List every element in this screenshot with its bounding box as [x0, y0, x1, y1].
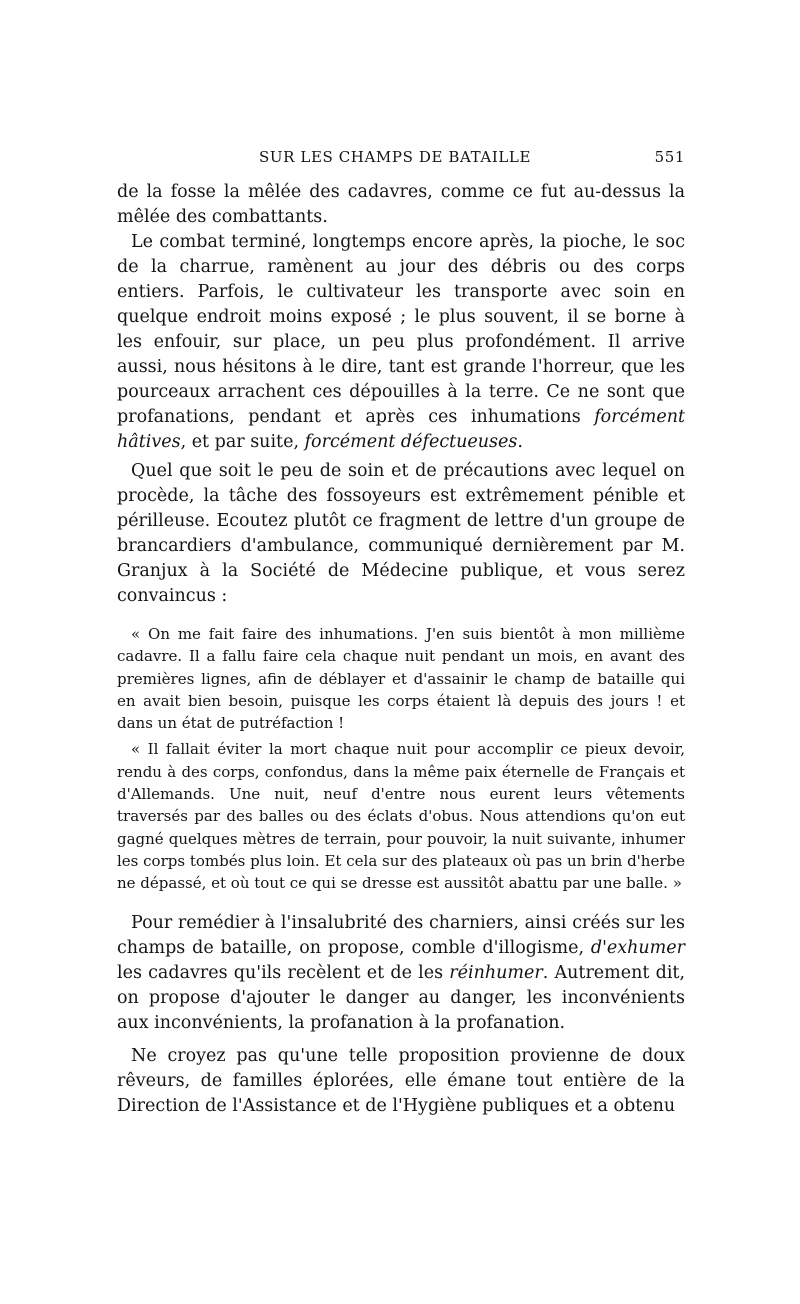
- paragraph-combat-end: .: [517, 432, 523, 452]
- paragraph-combat-mid: , et par suite,: [180, 432, 305, 452]
- paragraph-insalubrite-start: Pour remédier à l'insalubrité des charniers, ainsi créés sur les champs de bataille, on propose, comble d'illogisme,: [117, 912, 685, 958]
- letter-quotation: [117, 623, 685, 895]
- emphasis-defectueuses: forcément défectueuses: [304, 432, 518, 452]
- quotation-paragraph-1: « On me fait faire des inhumations. J'en suis bientôt à mon millième cadavre. Il a fallu faire cela chaque nuit pendant un mois, en avant des premières lignes, afin de déblayer et d'assainir le champ de bataille qui en avait bien besoin, puisque les corps étaient là depuis des jours ! et dans un état de putréfaction !: [117, 625, 685, 733]
- paragraph-insalubrite: [117, 911, 685, 1036]
- paragraph-fossoyeurs: Quel que soit le peu de soin et de précautions avec lequel on procède, la tâche des fossoyeurs est extrêmement pénible et périlleuse. Ecoutez plutôt ce fragment de lettre d'un groupe de brancardiers d'ambulance, communiqué dernièrement par M. Granjux à la Société de Médecine publique, et vous serez convaincus :: [117, 461, 685, 606]
- paragraph-insalubrite-mid: les cadavres qu'ils recèlent et de les: [117, 962, 450, 983]
- paragraph-combat: [117, 230, 685, 455]
- running-header: [117, 148, 685, 172]
- paragraph-combat-text: Le combat terminé, longtemps encore après, la pioche, le soc de la charrue, ramènent au jour des débris ou des corps entiers. Parfois, le cultivateur les transporte avec soin en quelque endroit moins exposé ; le plus souvent, il se borne à les enfouir, sur place, un peu plus profondément. Il arrive aussi, nous hésitons à le dire, tant est grande l'horreur, que les pourceaux arrachent ces dépouilles à la terre. Ce ne sont que profanations, pendant et après ces inhumations: [117, 232, 685, 427]
- emphasis-reinhumer: réinhumer: [449, 962, 543, 983]
- running-title: SUR LES CHAMPS DE BATAILLE: [259, 148, 532, 166]
- paragraph-insalubrite-end: . Autrement dit, on propose d'ajouter le danger au danger, les inconvénients aux inconvénients, la profanation à la profanation.: [117, 962, 686, 1033]
- emphasis-exhumer: d'exhumer: [590, 937, 685, 958]
- page-number: 551: [654, 148, 685, 166]
- book-page: [117, 148, 685, 1119]
- emphasis-hatives: forcément hâtives: [117, 407, 685, 452]
- quotation-paragraph-2: « Il fallait éviter la mort chaque nuit pour accomplir ce pieux devoir, rendu à des corps, confondus, dans la même paix éternelle de Français et d'Allemands. Une nuit, neuf d'entre nous eurent leurs vêtements traversés par des balles ou des éclats d'obus. Nous attendions qu'on eut gagné quelques mètres de terrain, pour pouvoir, la nuit suivante, inhumer les corps tombés plus loin. Et cela sur des plateaux où pas un brin d'herbe ne dépassé, et où tout ce qui se dresse est aussitôt abattu par une balle. »: [117, 740, 685, 893]
- paragraph-proposition: Ne croyez pas qu'une telle proposition provienne de doux rêveurs, de familles éplorées, elle émane tout entière de la Direction de l'Assistance et de l'Hygiène publiques et a obtenu: [117, 1045, 685, 1116]
- paragraph-continued: de la fosse la mêlée des cadavres, comme ce fut au-dessus la mêlée des combattants.: [117, 182, 685, 227]
